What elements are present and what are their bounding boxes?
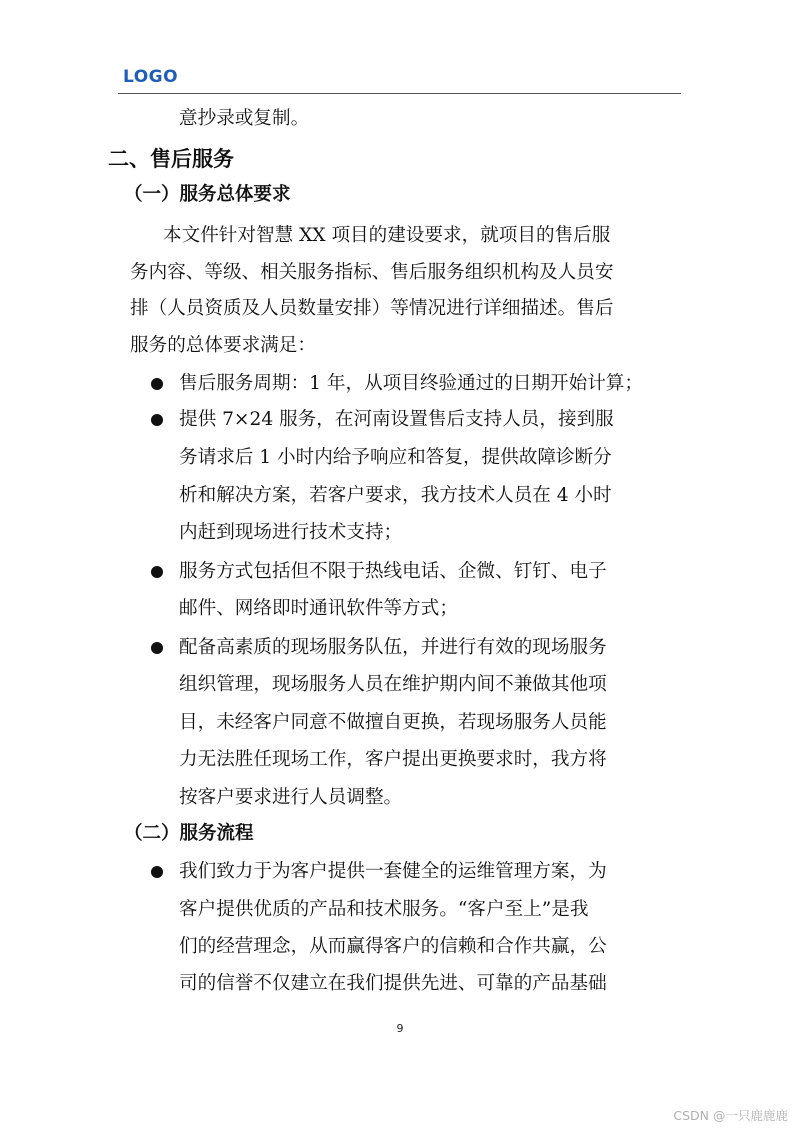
paragraph-line: 排（人员资质及人员数量安排）等情况进行详细描述。售后 — [130, 298, 614, 319]
logo: LOGO — [123, 67, 179, 87]
bullet-dot — [151, 414, 163, 426]
page-number: 9 — [396, 1022, 404, 1035]
bullet-line: 组织管理，现场服务人员在维护期内间不兼做其他项 — [179, 674, 607, 695]
bullet-line: 析和解决方案，若客户要求，我方技术人员在 4 小时 — [179, 485, 612, 506]
watermark: CSDN @一只鹿鹿鹿 — [673, 1108, 788, 1123]
bullet-dot — [151, 642, 163, 654]
bullet-line: 配备高素质的现场服务队伍，并进行有效的现场服务 — [179, 637, 607, 658]
bullet-line: 服务方式包括但不限于热线电话、企微、钉钉、电子 — [179, 561, 607, 582]
bullet-line: 客户提供优质的产品和技术服务。“客户至上”是我 — [179, 899, 589, 920]
bullet-line: 司的信誉不仅建立在我们提供先进、可靠的产品基础 — [179, 973, 607, 994]
section-title: 二、售后服务 — [108, 147, 234, 171]
bullet-line: 目，未经客户同意不做擅自更换，若现场服务人员能 — [179, 712, 607, 733]
bullet-line: 们的经营理念，从而赢得客户的信赖和合作共赢，公 — [179, 936, 607, 957]
continuation-text: 意抄录或复制。 — [179, 108, 310, 129]
bullet-line: 我们致力于为客户提供一套健全的运维管理方案，为 — [179, 861, 607, 882]
bullet-dot — [151, 566, 163, 578]
bullet-dot — [151, 866, 163, 878]
header-rule — [118, 93, 681, 94]
bullet-line: 力无法胜任现场工作，客户提出更换要求时，我方将 — [179, 749, 607, 770]
bullet-line: 邮件、网络即时通讯软件等方式； — [179, 598, 458, 619]
bullet-line: 内赶到现场进行技术支持； — [179, 522, 403, 543]
subsection-title-2: （二）服务流程 — [124, 823, 254, 844]
paragraph-line: 服务的总体要求满足： — [130, 335, 316, 356]
bullet-line: 务请求后 1 小时内给予响应和答复，提供故障诊断分 — [179, 447, 612, 468]
bullet-line: 按客户要求进行人员调整。 — [179, 787, 403, 808]
subsection-title-1: （一）服务总体要求 — [124, 184, 291, 205]
bullet-line: 提供 7×24 服务，在河南设置售后支持人员，接到服 — [179, 409, 614, 430]
paragraph-line: 本文件针对智慧 XX 项目的建设要求，就项目的售后服 — [163, 225, 611, 246]
bullet-line: 售后服务周期：1 年，从项目终验通过的日期开始计算； — [179, 373, 643, 394]
paragraph-line: 务内容、等级、相关服务指标、售后服务组织机构及人员安 — [130, 262, 614, 283]
bullet-dot — [151, 378, 163, 390]
